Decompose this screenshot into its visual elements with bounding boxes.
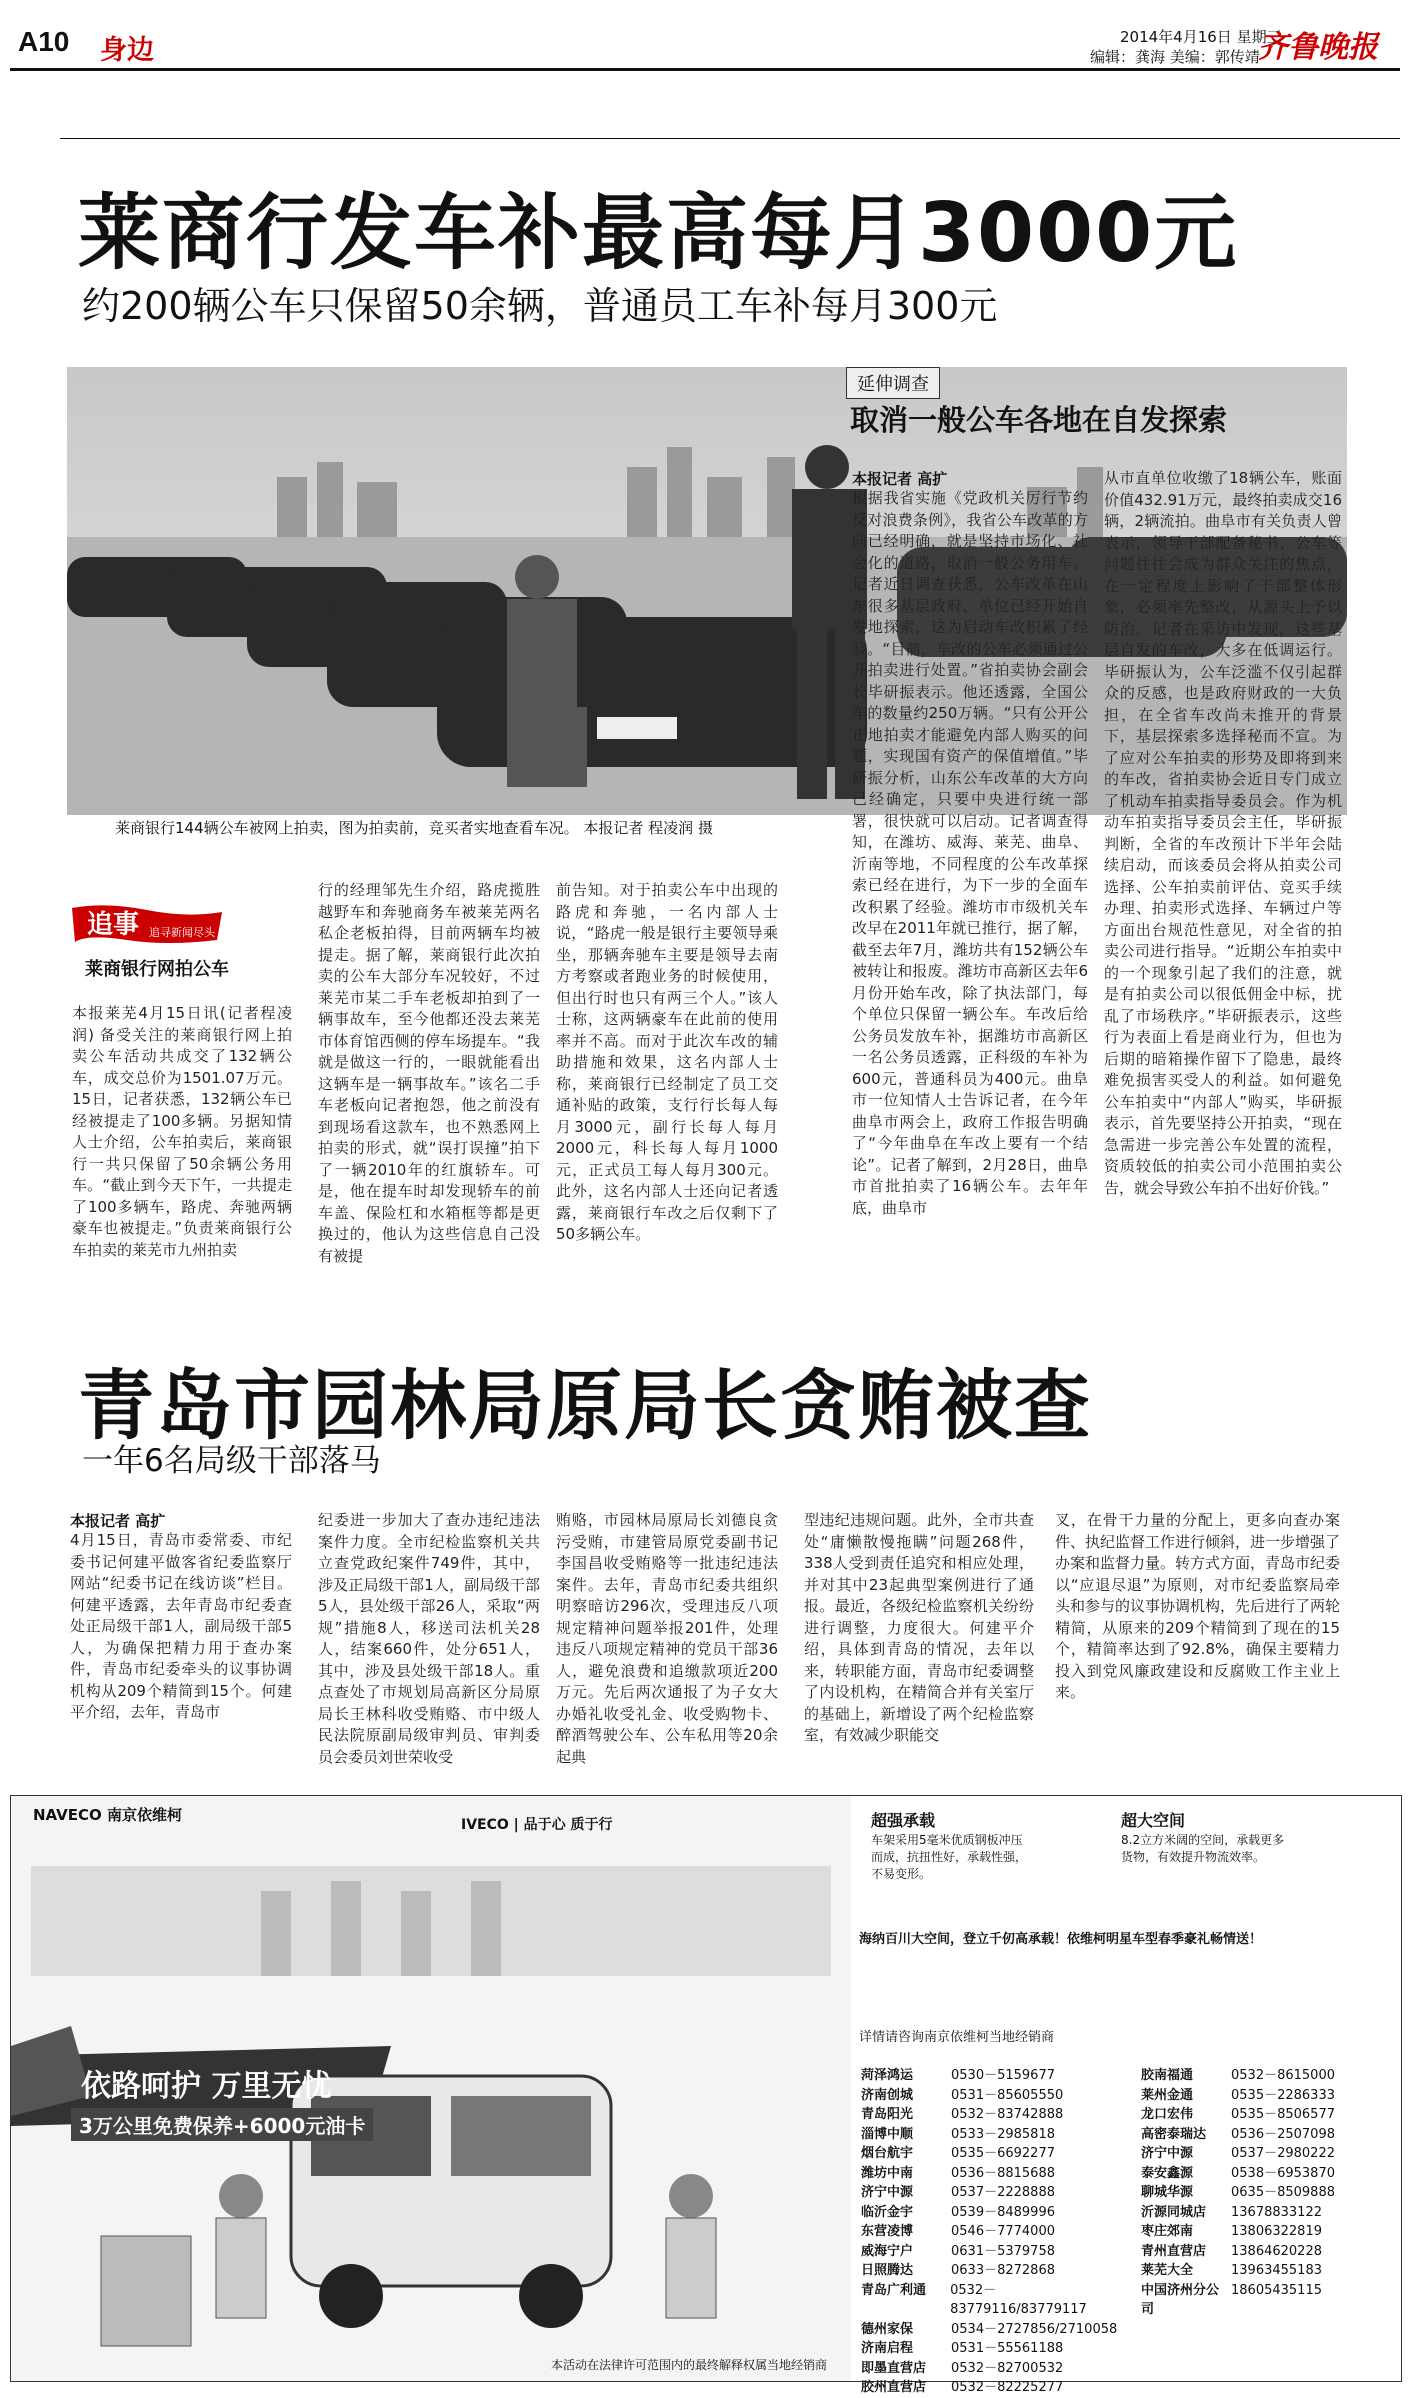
dealer-phone: 0538－6953870 [1231,2165,1335,2181]
dealer-row [861,2320,1131,2340]
sidebar-headline: 取消一般公车各地在自发探索 [850,403,1228,437]
dealer-name: 威海宁户 [861,2243,914,2259]
dealer-phone: 0532－82225277 [951,2380,1064,2395]
dealer-row [861,2203,1131,2223]
dealer-row [861,2222,1131,2242]
dealer-row [861,2359,1131,2379]
dealer-name: 泰安鑫源 [1141,2165,1194,2181]
sidebar-tag: 延伸调查 [846,367,940,399]
feature1-text: 车架采用5毫米优质钢板冲压而成，抗扭性好，承载性强，不易变形。 [871,1833,1028,1881]
dealer-name: 枣庄郊南 [1141,2224,1194,2239]
newspaper-logo: 齐鲁晚报 [1258,30,1378,65]
dealer-row [1141,2144,1391,2164]
dealer-name: 淄博中顺 [861,2126,914,2142]
dealer-name: 胶州直营店 [861,2380,927,2395]
dealer-name: 即墨直营店 [861,2360,927,2376]
dealer-row [1141,2183,1391,2203]
dealer-phone: 0633－8272868 [951,2263,1055,2278]
dealer-row [1141,2125,1391,2145]
dealer-phone: 0546－7774000 [951,2224,1055,2239]
dealer-row [1141,2105,1391,2125]
dealer-phone: 13806322819 [1231,2224,1322,2239]
dealer-list-right [1141,2066,1391,2320]
dealer-row [861,2261,1131,2281]
dealer-phone: 0535－8506577 [1231,2107,1335,2122]
dealer-name: 青岛广利通 [861,2282,927,2298]
dealer-row [861,2164,1131,2184]
dealer-phone: 0535－2286333 [1231,2087,1335,2103]
badge-subtext: 追寻新闻尽头 [149,926,215,939]
dealer-row [1141,2242,1391,2262]
dealer-phone: 0537－2228888 [951,2185,1055,2200]
ad-consult: 详情请咨询南京依维柯当地经销商 [859,2030,1055,2045]
dealer-phone: 0532－83742888 [951,2107,1064,2122]
naveco-advertisement [10,1795,1402,2395]
ad-slogan: IVECO | 品于心 质于行 [461,1817,613,1833]
dealer-phone: 13864620228 [1231,2243,1322,2259]
story2-subheadline: 一年6名局级干部落马 [82,1443,381,1479]
dealer-name: 东营凌博 [861,2224,914,2239]
dealer-phone: 0536－8815688 [951,2165,1055,2181]
section-name: 身边 [100,35,154,66]
story2-column-2: 纪委进一步加大了查办违纪违法案件力度。全市纪检监察机关共立查党政纪案件749件，其中，涉及正局级干部1人，副局级干部5人，县处级干部26人，采取“两规”措施8人，移送司法机关28人，结案660件，处分651人，其中，涉及县处级干部18人。重点查处了市规划局高新区分局原局长王林科收受贿赂、市中级人民法院原副局级审判员、审判委员会委员刘世荣收受 [318,1511,540,1766]
story1-section-title: 莱商银行网拍公车 [85,959,229,980]
dealer-row [861,2242,1131,2262]
dealer-list-left [861,2066,1131,2398]
dealer-name: 龙口宏伟 [1141,2107,1194,2122]
story2-column-4: 型违纪违规问题。此外，全市共查处“庸懒散慢拖瞒”问题268件，338人受到责任追究和相应处理，并对其中23起典型案例进行了通报。最近，各级纪检监察机关纷纷进行调整，力度很大。何建平介绍，具体到青岛的情况，去年以来，转职能方面，青岛市纪委调整了内设机构，在精简合并有关室厅的基础上，新增设了两个纪检监察室，有效减少职能交 [804,1511,1034,1744]
editor-credits: 编辑：龚海 美编：郭传靖 [1090,48,1260,66]
dealer-row [1141,2086,1391,2106]
dealer-row [1141,2222,1391,2242]
zhuishi-badge-icon [67,900,227,948]
dealer-name: 日照腾达 [861,2263,914,2278]
feature1-title: 超强承载 [871,1811,936,1830]
dealer-name: 临沂金宇 [861,2204,914,2220]
dealer-phone: 0531－55561188 [951,2341,1064,2356]
story2-column-3: 贿赂，市园林局原局长刘德良贪污受贿，市建管局原党委副书记李国昌收受贿赂等一批违纪违法案件。去年，青岛市纪委共组织明察暗访296次，受理违反八项规定精神问题举报201件，处理违反八项规定精神的党员干部36人，避免浪费和追缴款项近200万元。先后两次通报了为子女大办婚礼收受礼金、收受购物卡、醉酒驾驶公车、公车私用等20余起典 [556,1511,778,1766]
dealer-row [1141,2164,1391,2184]
story2-byline: 本报记者 高扩 [70,1512,166,1530]
issue-date: 2014年4月16日 星期三 [1120,28,1282,46]
dealer-phone: 0539－8489996 [951,2204,1055,2220]
story1-subheadline: 约200辆公车只保留50余辆，普通员工车补每月300元 [82,284,998,328]
badge-text: 追事 [87,910,140,940]
sidebar-column-2: 从市直单位收缴了18辆公车，账面价值432.91万元，最终拍卖成交16辆，2辆流拍。曲阜市有关负责人曾表示，领导干部配备秘书、公车等问题往往会成为群众关注的焦点，在一定程度上影响了干部整体形象，必须率先整改，从源头上予以防治。记者在采访中发现，这些基层自发的车改，大多在低调运行。毕研振认为，公车泛滥不仅引起群众的反感，也是政府财政的一大负担，在全省车改尚未推开的背景下，基层探索多选择秘而不宣。为了应对公车拍卖的形势及即将到来的车改，省拍卖协会近日专门成立了机动车拍卖指导委员会。作为机动车拍卖指导委员会主任，毕研振判断，全省的车改预计下半年会陆续启动，而该委员会将从拍卖公司选择、公车拍卖前评估、竞买手续办理、拍卖形式选择、车辆过户等方面出台规范性意见，对全省的拍卖公司进行指导。“近期公车拍卖中的一个现象引起了我们的注意，就是有拍卖公司以很低佣金中标，扰乱了市场秩序。”毕研振表示，这些行为表面上看是商业行为，但也为后期的暗箱操作留下了隐患，最终难免损害买受人的利益。如何避免公车拍卖中“内部人”购买，毕研振表示，首先要坚持公开拍卖，“现在急需进一步完善公车处置的流程，资质较低的拍卖公司小范围拍卖公告，就会导致公车拍不出好价钱。” [1104,469,1342,1197]
dealer-phone: 0536－2507098 [1231,2126,1335,2142]
dealer-name: 青州直营店 [1141,2243,1207,2259]
dealer-row [861,2066,1131,2086]
dealer-name: 青岛阳光 [861,2107,914,2122]
story2-column-5: 叉，在骨干力量的分配上，更多向查办案件、执纪监督工作进行倾斜，进一步增强了办案和监督力量。转方式方面，青岛市纪委以“应退尽退”为原则，对市纪委监察局牵头和参与的议事协调机构，先后进行了两轮精简，从原来的209个精简到了现在的15个，精简率达到了92.8%，确保主要精力投入到党风廉政建设和反腐败工作主业上来。 [1055,1511,1340,1701]
ad-promo: 海纳百川大空间，登立千仞高承载！依维柯明星车型春季豪礼畅情送！ [859,1932,1263,1947]
dealer-row [1141,2066,1391,2086]
dealer-name: 济宁中源 [861,2185,914,2200]
dealer-row [861,2144,1131,2164]
dealer-phone: 0533－2985818 [951,2126,1055,2142]
sidebar-column-1: 根据我省实施《党政机关厉行节约反对浪费条例》，我省公车改革的方向已经明确，就是坚持市场化、社会化的道路，取消一般公务用车。记者近日调查获悉，公车改革在山东很多基层政府、单位已经开始自发地探索，这为启动车改积累了经验。“目前，车改的公车必须通过公开拍卖进行处置。”省拍卖协会副会长毕研振表示。他还透露，全国公车的数量约250万辆。“只有公开公正地拍卖才能避免内部人购买的问题，实现国有资产的保值增值。”毕研振分析，山东公车改革的大方向已经确定，只要中央进行统一部署，很快就可以启动。记者调查得知，在潍坊、威海、莱芜、曲阜、沂南等地，不同程度的公车改革探索已经在进行，为下一步的全面车改积累了经验。潍坊市市级机关车改早在2011年就已推行，据了解，截至去年7月，潍坊共有152辆公车被转让和报废。潍坊市高新区去年6月份开始车改，除了执法部门，每个单位只保留一辆公车。车改后给公务员发放车补，据潍坊市高新区一名公务员透露，正科级的车补为600元，普通科员为400元。曲阜市一位知情人士告诉记者，在今年曲阜市两会上，政府工作报告明确了“今年曲阜在车改上要有一个结论”。记者了解到，2月28日，曲阜市首批拍卖了16辆公车。去年年底，曲阜市 [852,489,1088,1217]
dealer-phone: 0532－82700532 [951,2360,1064,2376]
dealer-row [1141,2281,1391,2320]
dealer-row [861,2183,1131,2203]
feature2-text: 8.2立方米阔的空间，承载更多货物，有效提升物流效率。 [1121,1833,1285,1864]
dealer-phone: 0635－8509888 [1231,2185,1335,2200]
dealer-row [861,2105,1131,2125]
dealer-phone: 18605435115 [1231,2282,1322,2298]
dealer-phone: 13963455183 [1231,2263,1322,2278]
sidebar-byline: 本报记者 高扩 [852,470,948,488]
feature2-title: 超大空间 [1121,1811,1186,1830]
dealer-phone: 0534－2727856/2710058 [951,2321,1118,2337]
dealer-name: 高密泰瑞达 [1141,2126,1207,2142]
ad-banner-main: 依路呵护 万里无忧 [81,2069,332,2104]
dealer-phone: 0530－5159677 [951,2068,1055,2083]
dealer-name: 菏泽鸿运 [861,2068,914,2083]
story1-headline: 莱商行发车补最高每月3000元 [78,186,1239,281]
dealer-row [1141,2203,1391,2223]
dealer-row [861,2378,1131,2398]
dealer-row [1141,2261,1391,2281]
ad-brand: NAVECO 南京依维柯 [33,1806,182,1824]
dealer-name: 济南启程 [861,2341,914,2356]
dealer-row [861,2125,1131,2145]
story1-column-1: 本报莱芜4月15日讯(记者程凌润) 备受关注的莱商银行网上拍卖公车活动共成交了132辆公车，成交总价为1501.07万元。15日，记者获悉，132辆公车已经被提走了100多辆。另据知情人士介绍，公车拍卖后，莱商银行一共只保留了50余辆公务用车。“截止到今天下午，一共提走了100多辆车，路虎、奔驰两辆豪车也被提走。”负责莱商银行公车拍卖的莱芜市九州拍卖 [72,1004,292,1259]
ad-fine-print: 本活动在法律许可范围内的最终解释权属当地经销商 [551,2358,828,2372]
dealer-row [861,2281,1131,2320]
photo-caption: 莱商银行144辆公车被网上拍卖，图为拍卖前，竞买者实地查看车况。 本报记者 程凌润 摄 [115,819,713,837]
dealer-name: 德州家保 [861,2321,914,2337]
dealer-name: 胶南福通 [1141,2068,1194,2083]
dealer-name: 莱芜大全 [1141,2263,1194,2278]
dealer-name: 聊城华源 [1141,2185,1194,2200]
header-thin-rule [60,138,1400,139]
dealer-name: 莱州金通 [1141,2087,1194,2103]
dealer-phone: 0535－6692277 [951,2146,1055,2161]
ad-banner-sub: 3万公里免费保养+6000元油卡 [71,2108,373,2141]
story1-column-3: 前告知。对于拍卖公车中出现的路虎和奔驰，一名内部人士说，“路虎一般是银行主要领导乘坐，那辆奔驰车主要是领导去南方考察或者跑业务的时候使用，但出行时也只有两三个人。”该人士称，这两辆豪车在此前的使用率并不高。而对于此次车改的辅助措施和效果，这名内部人士称，莱商银行已经制定了员工交通补贴的政策，支行行长每人每月3000元，副行长每人每月2000元，科长每人每月1000元，正式员工每人每月300元。此外，这名内部人士还向记者透露，莱商银行车改之后仅剩下了50多辆公车。 [556,881,778,1243]
story2-headline: 青岛市园林局原局长贪贿被查 [78,1361,1092,1450]
dealer-phone: 0537－2980222 [1231,2146,1335,2161]
dealer-phone: 0532－83779116/83779117 [950,2282,1087,2317]
page-number: A10 [18,26,70,57]
dealer-row [861,2339,1131,2359]
dealer-name: 济南创城 [861,2087,914,2103]
dealer-row [861,2086,1131,2106]
dealer-phone: 13678833122 [1231,2204,1322,2220]
dealer-name: 中国济州分公司 [1141,2282,1220,2317]
header-rule [10,68,1400,71]
dealer-phone: 0631－5379758 [951,2243,1055,2259]
story2-column-1: 4月15日，青岛市委常委、市纪委书记何建平做客省纪委监察厅网站“纪委书记在线访谈”栏目。何建平透露，去年青岛市纪委查处正局级干部1人，副局级干部5人，为确保把精力用于查办案件，青岛市纪委牵头的议事协调机构从209个精简到15个。何建平介绍，去年，青岛市 [70,1531,292,1721]
dealer-phone: 0532－8615000 [1231,2068,1335,2083]
dealer-name: 潍坊中南 [861,2165,914,2181]
story1-column-2: 行的经理邹先生介绍，路虎揽胜越野车和奔驰商务车被莱芜两名私企老板拍得，目前两辆车均被提走。据了解，莱商银行此次拍卖的公车大部分车况较好，不过莱芜市某二手车老板却拍到了一辆事故车，至今他都还没去莱芜市体育馆西侧的停车场提车。“我就是做这一行的，一眼就能看出这辆车是一辆事故车。”该名二手车老板向记者抱怨，他之前没有到现场看这款车，也不熟悉网上拍卖的形式，就“误打误撞”拍下了一辆2010年的红旗轿车。可是，他在提车时却发现轿车的前车盖、保险杠和水箱框等都是更换过的，他认为这些信息自己没有被提 [318,881,540,1265]
dealer-name: 烟台航宇 [861,2146,914,2161]
dealer-name: 沂源同城店 [1141,2204,1207,2220]
dealer-name: 济宁中源 [1141,2146,1194,2161]
dealer-phone: 0531－85605550 [951,2087,1064,2103]
